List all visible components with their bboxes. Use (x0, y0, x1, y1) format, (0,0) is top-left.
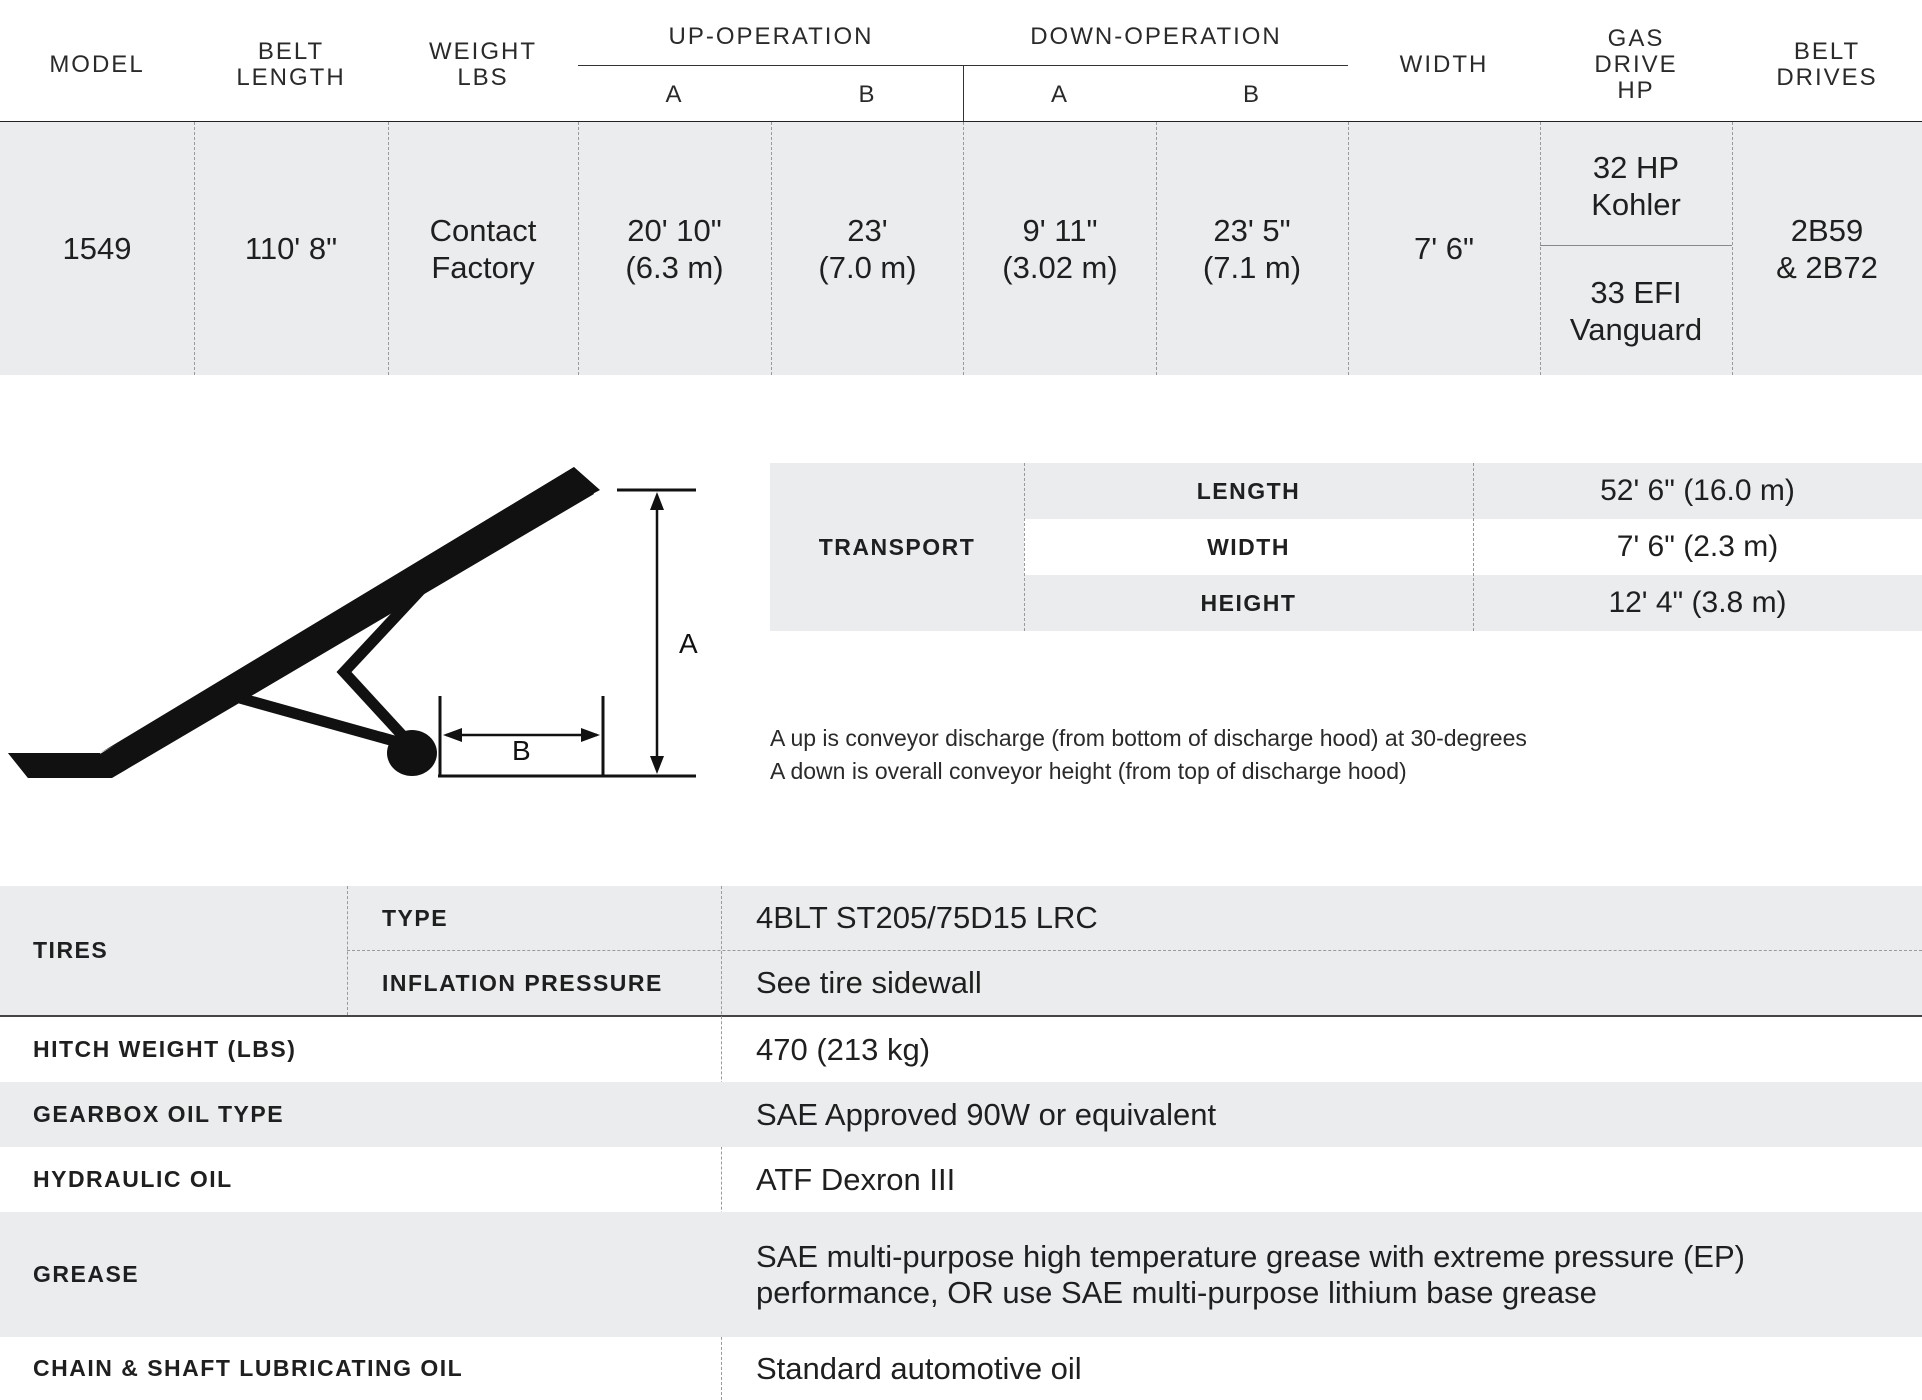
hydraulic-oil-label: HYDRAULIC OIL (33, 1166, 233, 1192)
note-a-up: A up is conveyor discharge (from bottom of discharge hood) at 30-degrees (770, 725, 1527, 751)
header-gas-drive: GAS DRIVE HP (1594, 25, 1678, 104)
tires-label: TIRES (33, 937, 109, 963)
gearbox-oil-value: SAE Approved 90W or equivalent (756, 1096, 1217, 1132)
header-belt-length: BELT LENGTH (236, 38, 346, 91)
header-belt-drives: BELT DRIVES (1776, 38, 1878, 91)
transport-length-label: LENGTH (1196, 477, 1301, 504)
arrow-up-icon (650, 492, 664, 510)
cell-model: 1549 (62, 231, 132, 266)
gearbox-oil-label: GEARBOX OIL TYPE (33, 1101, 285, 1127)
hydraulic-oil-value: ATF Dexron III (756, 1161, 956, 1197)
header-up-operation: UP-OPERATION (668, 23, 874, 50)
header-down-b: B (1242, 81, 1261, 108)
transport-width-value: 7' 6" (2.3 m) (1616, 530, 1779, 563)
transport-length-value: 52' 6" (16.0 m) (1600, 474, 1795, 507)
header-width: WIDTH (1399, 51, 1489, 78)
transport-height-label: HEIGHT (1200, 589, 1297, 616)
tire-type-value: 4BLT ST205/75D15 LRC (756, 900, 1098, 935)
cell-width: 7' 6" (1413, 231, 1475, 266)
cell-down-a: 9' 11" (3.02 m) (1002, 212, 1118, 285)
inflation-pressure-value: See tire sidewall (756, 965, 982, 1000)
header-down-a: A (1050, 81, 1069, 108)
header-up-b: B (858, 81, 877, 108)
wheel-icon (387, 730, 437, 776)
cell-up-b: 23' (7.0 m) (818, 212, 917, 285)
cell-gas-hp-kohler: 32 HP Kohler (1591, 149, 1681, 222)
inflation-pressure-label: INFLATION PRESSURE (382, 969, 663, 996)
transport-height-value: 12' 4" (3.8 m) (1608, 586, 1787, 619)
header-group-divider (963, 65, 964, 122)
cell-gas-hp-vanguard: 33 EFI Vanguard (1569, 274, 1703, 347)
chain-shaft-oil-label: CHAIN & SHAFT LUBRICATING OIL (33, 1355, 464, 1381)
chain-shaft-oil-value: Standard automotive oil (756, 1350, 1082, 1386)
hitch-weight-value: 470 (213 kg) (756, 1031, 931, 1067)
tire-type-label: TYPE (382, 904, 449, 931)
arrow-left-icon (443, 728, 462, 742)
cell-weight: Contact Factory (429, 212, 537, 285)
diagram-label-b: B (512, 735, 531, 766)
arrow-right-icon (581, 728, 600, 742)
cell-belt-drives: 2B59 & 2B72 (1776, 212, 1878, 285)
transport-label: TRANSPORT (818, 533, 976, 560)
diagram-label-a: A (679, 628, 698, 659)
note-a-down: A down is overall conveyor height (from top of discharge hood) (770, 758, 1407, 784)
header-up-a: A (665, 81, 684, 108)
hitch-weight-label: HITCH WEIGHT (LBS) (33, 1036, 297, 1062)
cell-belt-length: 110' 8" (244, 231, 338, 266)
header-down-operation: DOWN-OPERATION (1030, 23, 1282, 50)
header-weight: WEIGHT LBS (429, 38, 537, 91)
conveyor-body (8, 467, 594, 778)
transport-width-label: WIDTH (1207, 533, 1290, 560)
arrow-down-icon (650, 756, 664, 774)
grease-value: SAE multi-purpose high temperature grease with extreme pressure (EP) performance, OR use SAE multi-purpose lithium base grease (756, 1238, 1745, 1310)
conveyor-diagram (0, 460, 720, 790)
grease-label: GREASE (33, 1261, 140, 1287)
cell-up-a: 20' 10" (6.3 m) (625, 212, 724, 285)
header-model: MODEL (49, 51, 145, 78)
cell-down-b: 23' 5" (7.1 m) (1202, 212, 1302, 285)
